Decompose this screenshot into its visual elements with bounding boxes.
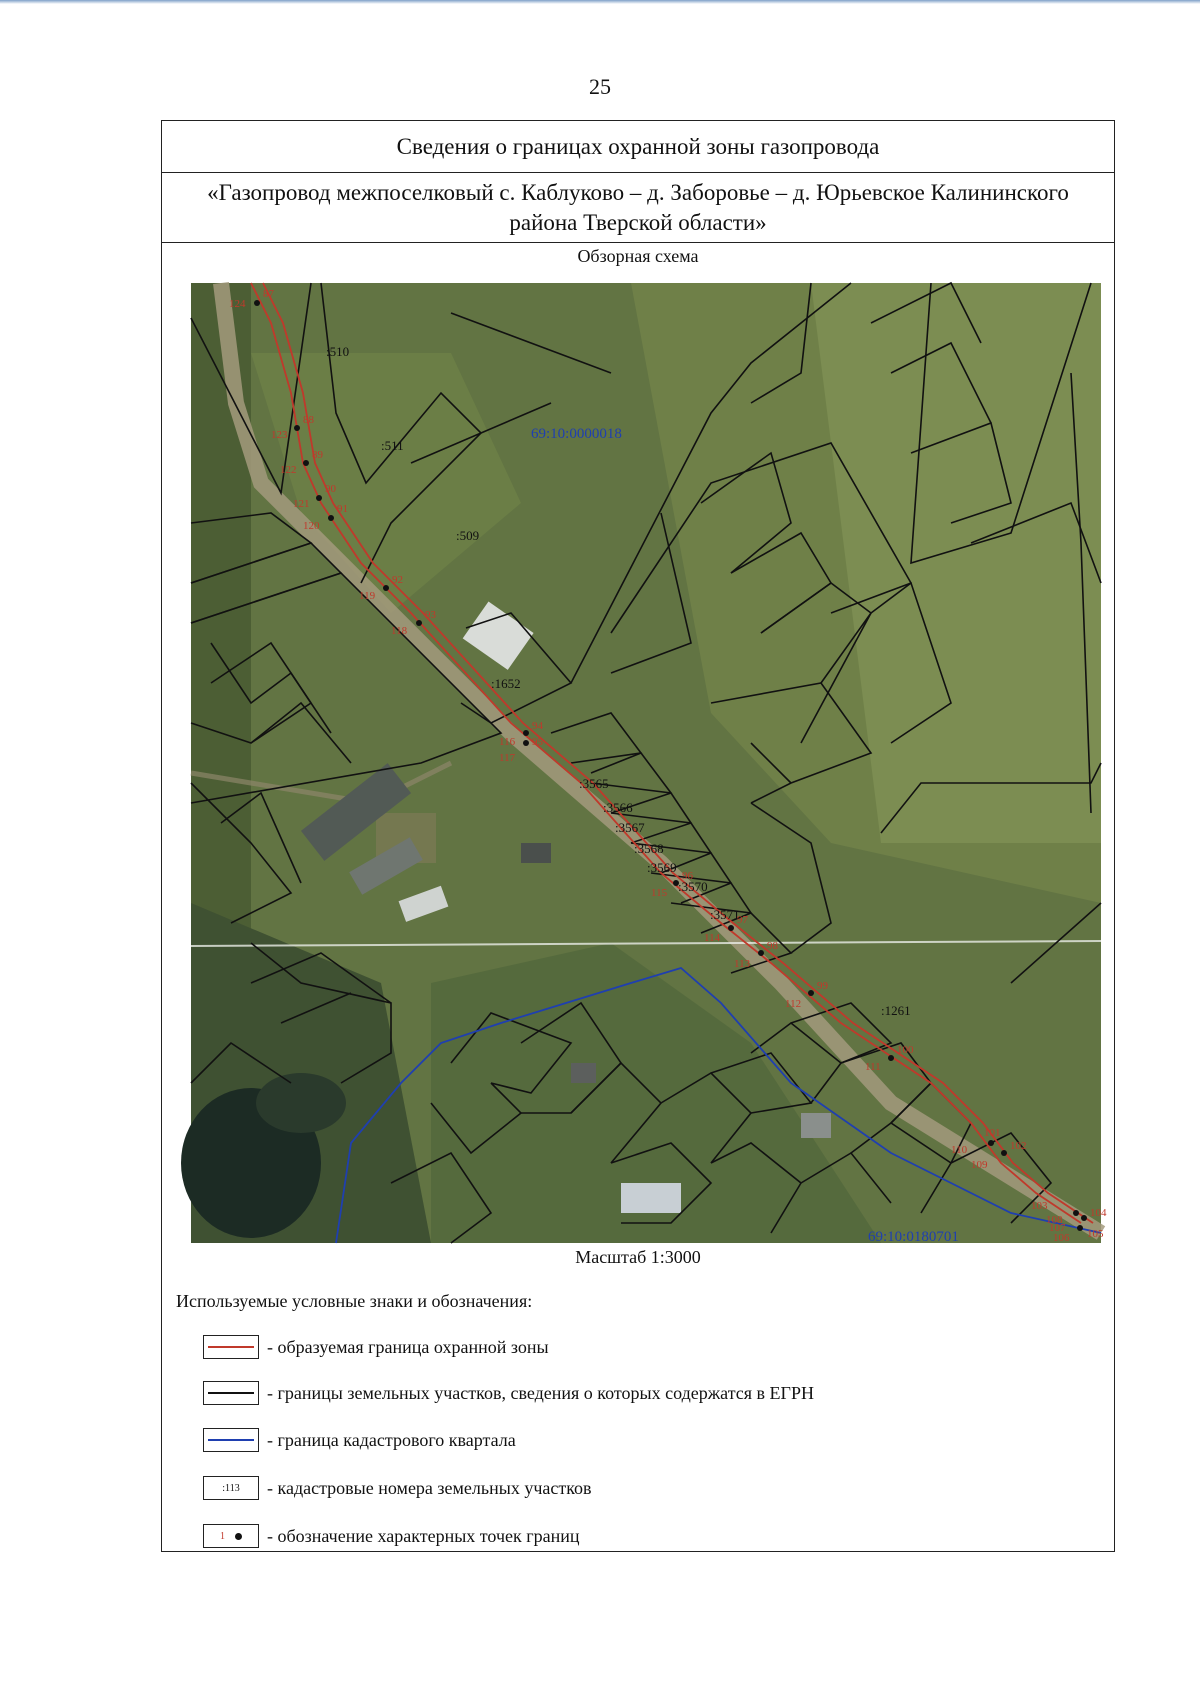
legend-text: - обозначение характерных точек границ <box>267 1525 580 1546</box>
point-label-103: 103 <box>1031 1200 1048 1212</box>
point-label-112: 112 <box>785 998 802 1010</box>
point-label-120: 120 <box>303 520 320 532</box>
point-label-113: 113 <box>734 958 751 970</box>
legend-title: Используемые условные знаки и обозначения: <box>176 1291 533 1311</box>
point-label-109: 109 <box>971 1159 988 1171</box>
parcel-label-3566: :3566 <box>603 800 633 815</box>
quarter-label-0180701: 69:10:0180701 <box>868 1229 959 1245</box>
legend-swatch-cadastral-code: :113 <box>203 1476 259 1500</box>
point-label-119: 119 <box>359 590 376 602</box>
point-label-115: 115 <box>651 887 668 899</box>
point-label-106: 106 <box>1053 1232 1070 1244</box>
point-label-87: 87 <box>263 288 274 300</box>
parcel-label-1652: :1652 <box>491 676 521 691</box>
point-label-100: 100 <box>897 1044 914 1056</box>
point-label-88: 88 <box>303 414 314 426</box>
point-label-107: 107 <box>1049 1222 1066 1234</box>
point-label-117: 117 <box>499 752 516 764</box>
point-label-102: 102 <box>1010 1140 1027 1152</box>
point-label-122: 122 <box>280 464 297 476</box>
point-label-123: 123 <box>271 429 288 441</box>
parcel-label-511: :511 <box>381 438 404 453</box>
point-label-95: 95 <box>532 736 543 748</box>
page-number: 25 <box>589 74 611 99</box>
point-label-92: 92 <box>392 574 403 586</box>
legend-item-cadastral-number <box>203 1475 592 1501</box>
map-scale: Масштаб 1:3000 <box>575 1247 701 1267</box>
legend-swatch-point: 1 <box>203 1524 259 1548</box>
point-label-91: 91 <box>337 503 348 515</box>
point-label-110: 110 <box>951 1144 968 1156</box>
point-label-99: 99 <box>817 980 828 992</box>
legend-swatch-red-line <box>203 1335 259 1359</box>
point-dot-icon <box>235 1533 242 1540</box>
overview-map <box>191 283 1107 1245</box>
legend-text: - граница кадастрового квартала <box>267 1429 516 1450</box>
point-label-108: 108 <box>1046 1214 1063 1226</box>
scan-top-edge <box>0 0 1200 4</box>
parcel-label-3569: :3569 <box>647 860 677 875</box>
point-label-118: 118 <box>391 625 408 637</box>
point-label-121: 121 <box>293 498 310 510</box>
parcel-label-510: :510 <box>326 344 350 359</box>
legend-text: - границы земельных участков, сведения о которых содержатся в ЕГРН <box>267 1382 814 1403</box>
parcel-label-509: :509 <box>456 528 480 543</box>
legend-text: - образуемая граница охранной зоны <box>267 1336 549 1357</box>
point-label-101: 101 <box>984 1127 1001 1139</box>
legend-item-quarter-boundary <box>203 1427 516 1453</box>
point-label-114: 114 <box>704 932 721 944</box>
point-label-124: 124 <box>229 298 246 310</box>
legend-item-parcel-boundary <box>203 1380 814 1406</box>
point-label-93: 93 <box>425 609 436 621</box>
legend-swatch-black-line <box>203 1381 259 1405</box>
map-svg <box>191 283 1107 1245</box>
legend-swatch-blue-line <box>203 1428 259 1452</box>
scheme-label: Обзорная схема <box>577 246 699 266</box>
point-label-97: 97 <box>737 914 748 926</box>
parcel-label-3567: :3567 <box>615 820 645 835</box>
parcel-label-3570: :3570 <box>678 879 708 894</box>
point-label-116: 116 <box>499 736 516 748</box>
parcel-label-3568: :3568 <box>634 841 664 856</box>
document-title: Сведения о границах охранной зоны газопровода <box>161 121 1115 173</box>
point-label-89: 89 <box>312 449 323 461</box>
pipeline-name: «Газопровод межпоселковый с. Каблуково – д. Заборовье – д. Юрьевское Калининского района Тверской области» <box>161 173 1115 243</box>
parcel-label-1261: :1261 <box>881 1003 911 1018</box>
legend-item-characteristic-point <box>203 1523 580 1549</box>
point-label-111: 111 <box>865 1061 881 1073</box>
point-label-98: 98 <box>767 940 778 952</box>
point-label-96: 96 <box>682 870 693 882</box>
frame-bottom-border <box>161 1551 1115 1552</box>
point-label-90: 90 <box>325 483 336 495</box>
point-label-104: 104 <box>1090 1207 1107 1219</box>
quarter-label-0000018: 69:10:0000018 <box>531 426 622 442</box>
legend-item-zone-boundary <box>203 1334 549 1360</box>
parcel-label-3571: :3571 <box>710 907 740 922</box>
legend-text: - кадастровые номера земельных участков <box>267 1477 592 1498</box>
point-label-94: 94 <box>532 720 543 732</box>
parcel-label-3565: :3565 <box>579 776 609 791</box>
point-label-105: 105 <box>1087 1228 1104 1240</box>
